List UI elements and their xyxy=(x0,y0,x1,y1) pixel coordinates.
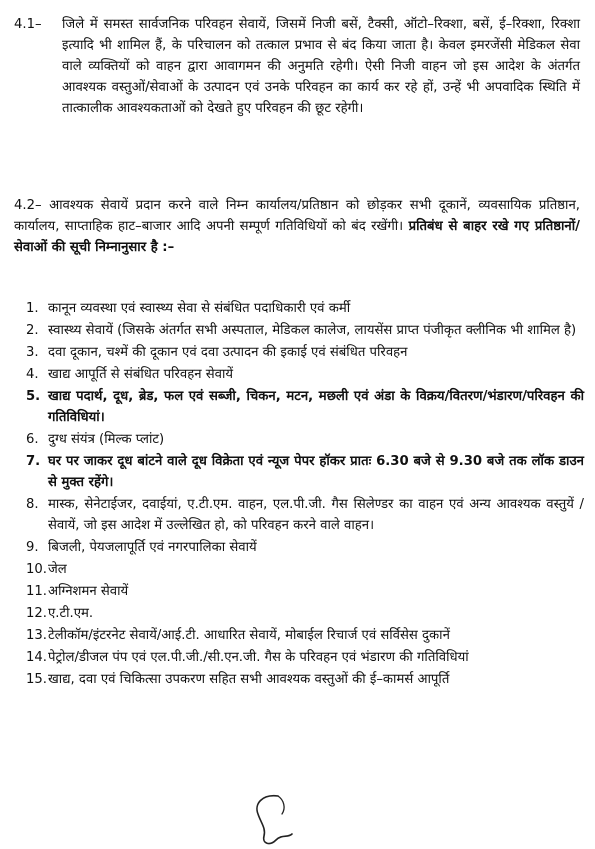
item-number: 10. xyxy=(26,562,47,577)
item-text: अग्निशमन सेवायें xyxy=(48,584,129,599)
item-text: जेल xyxy=(48,562,67,577)
item-number: 3. xyxy=(26,345,39,360)
section-number: 4.1– xyxy=(14,17,42,32)
list-item xyxy=(14,669,584,690)
item-number: 15. xyxy=(26,672,47,687)
item-text: दवा दूकान, चश्में की दूकान एवं दवा उत्पादन की इकाई एवं संबंधित परिवहन xyxy=(48,345,408,360)
list-item xyxy=(14,298,584,319)
list-item xyxy=(14,559,584,580)
item-text: मास्क, सेनेटाईजर, दवाईयां, ए.टी.एम. वाहन, एल.पी.जी. गैस सिलेण्डर का वाहन एवं अन्य आवश्यक वस्तुयें /सेवायें, जो इस आदेश में उल्लेखित हो, को परिवहन करने वाले वाहन। xyxy=(48,497,584,533)
list-item xyxy=(14,429,584,450)
list-item xyxy=(14,386,584,428)
section-text: जिले में समस्त सार्वजनिक परिवहन सेवायें, जिसमें निजी बसें, टैक्सी, ऑटो–रिक्शा, बसें, ई–रिक्शा, रिक्शा इत्यादि भी शामिल हैं, के परिचालन को तत्काल प्रभाव से बंद किया जाता है। केवल इमरजेंसी मेडिकल सेवा वाले व्यक्तियों को वाहन द्वारा आवागमन की अनुमति रहेगी। ऐसी निजी वाहन जो इस आदेश के अंतर्गत आवश्यक वस्तुओं/सेवाओं के उत्पादन एवं उनके परिवहन का कार्य कर रहे हों, उन्हें भी अपवादिक स्थिति में तात्कालीक आवश्यकताओं को देखते हुए परिवहन की छूट रहेगी। xyxy=(62,17,580,116)
item-text: कानून व्यवस्था एवं स्वास्थ्य सेवा से संबंधित पदाधिकारी एवं कर्मी xyxy=(48,301,351,316)
list-item xyxy=(14,451,584,493)
item-number: 1. xyxy=(26,301,39,316)
item-number: 13. xyxy=(26,628,47,643)
list-item xyxy=(14,320,584,341)
item-number: 7. xyxy=(26,454,41,469)
section-4-1 xyxy=(14,14,580,119)
item-text: स्वास्थ्य सेवायें (जिसके अंतर्गत सभी अस्पताल, मेडिकल कालेज, लायसेंस प्राप्त पंजीकृत क्लीनिक भी शामिल है) xyxy=(48,323,577,338)
item-number: 9. xyxy=(26,540,39,555)
item-number: 5. xyxy=(26,389,41,404)
item-number: 2. xyxy=(26,323,39,338)
exempt-list-heading: प्रतिबंध से बाहर रखे गए प्रतिष्ठानों/सेवाओं की सूची निम्नानुसार है :– xyxy=(14,219,580,255)
item-number: 12. xyxy=(26,606,47,621)
item-text: पेट्रोल/डीजल पंप एवं एल.पी.जी./सी.एन.जी. गैस के परिवहन एवं भंडारण की गतिविधियां xyxy=(48,650,469,665)
item-text: खाद्य आपूर्ति से संबंधित परिवहन सेवायें xyxy=(48,367,234,382)
item-text: ए.टी.एम. xyxy=(48,606,94,621)
item-text: टेलीकॉम/इंटरनेट सेवायें/आई.टी. आधारित सेवायें, मोबाईल रिचार्ज एवं सर्विसेस दुकानें xyxy=(48,628,450,643)
list-item xyxy=(14,581,584,602)
list-item xyxy=(14,342,584,363)
item-text: घर पर जाकर दूध बांटने वाले दूध विक्रेता एवं न्यूज पेपर हॉकर प्रातः 6.30 बजे से 9.30 बजे तक लॉक डाउन से मुक्त रहेंगे। xyxy=(48,454,584,490)
list-item xyxy=(14,364,584,385)
list-item xyxy=(14,625,584,646)
exempt-services-list xyxy=(14,298,584,691)
item-text: दुग्ध संयंत्र (मिल्क प्लांट) xyxy=(48,432,165,447)
item-number: 4. xyxy=(26,367,39,382)
list-item xyxy=(14,647,584,668)
section-text: आवश्यक सेवायें प्रदान करने वाले निम्न कार्यालय/प्रतिष्ठान को छोड़कर सभी दूकानें, व्यवसायिक प्रतिष्ठान, कार्यालय, साप्ताहिक हाट–बाजार आदि अपनी सम्पूर्ण गतिविधियों को बंद रखेंगी। xyxy=(14,198,580,234)
section-4-2 xyxy=(14,195,580,258)
item-number: 14. xyxy=(26,650,47,665)
item-text: बिजली, पेयजलापूर्ति एवं नगरपालिका सेवायें xyxy=(48,540,257,555)
list-item xyxy=(14,537,584,558)
item-number: 8. xyxy=(26,497,39,512)
item-text: खाद्य, दवा एवं चिकित्सा उपकरण सहित सभी आवश्यक वस्तुओं की ई–कामर्स आपूर्ति xyxy=(48,672,450,687)
list-item xyxy=(14,603,584,624)
item-text: खाद्य पदार्थ, दूध, ब्रेड, फल एवं सब्जी, चिकन, मटन, मछली एवं अंडा के विक्रय/वितरण/भंडारण/परिवहन की गतिविधियां। xyxy=(48,389,584,425)
signature-mark xyxy=(248,790,300,848)
section-number: 4.2– xyxy=(14,198,42,213)
item-number: 11. xyxy=(26,584,47,599)
list-item xyxy=(14,494,584,536)
item-number: 6. xyxy=(26,432,39,447)
